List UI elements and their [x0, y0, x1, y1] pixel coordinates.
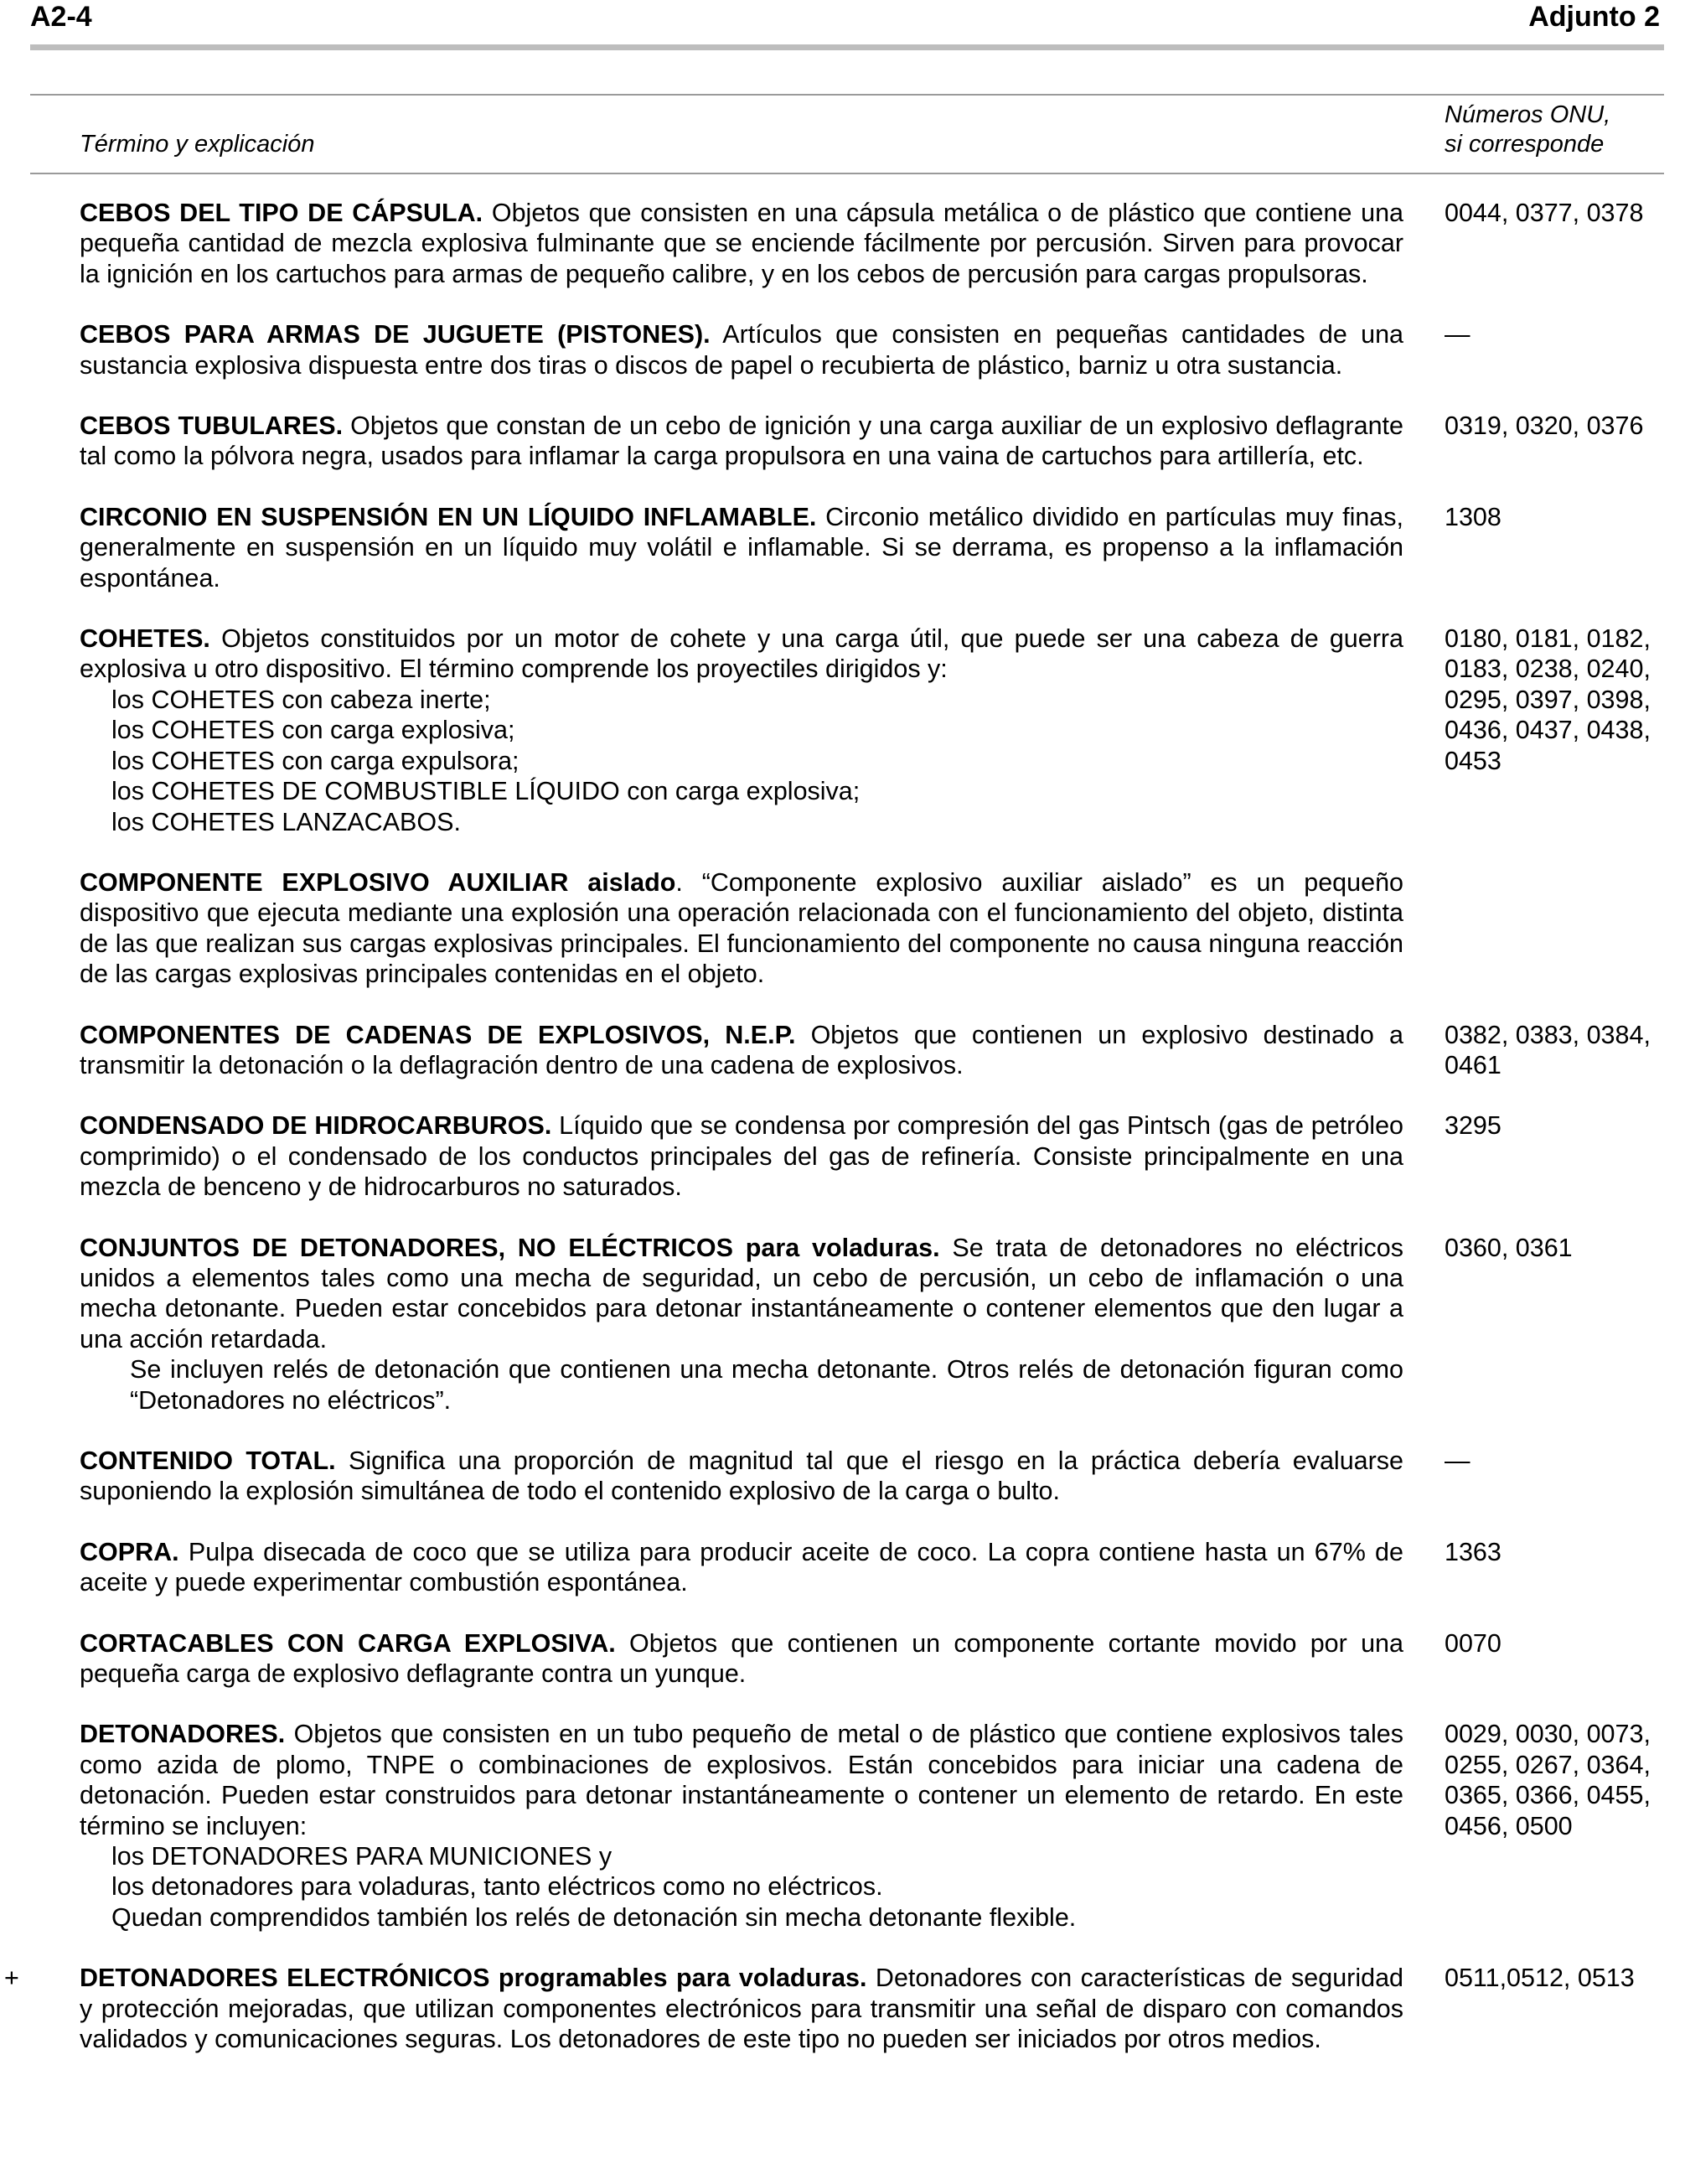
entry-definition: Significa una proporción de magnitud tal que el riesgo en la práctica debería evaluarse suponiendo la explosión simultánea de todo el contenido explosivo de la carga o bulto. — [80, 1447, 1403, 1506]
column-heading-top-rule — [30, 94, 1664, 96]
entry-un-numbers: 0029, 0030, 0073, 0255, 0267, 0364, 0365, 0366, 0455, 0456, 0500 — [1445, 1720, 1651, 1840]
entry-term: CONJUNTOS DE DETONADORES, NO ELÉCTRICOS para voladuras. — [80, 1233, 940, 1262]
entry-un-numbers: 3295 — [1445, 1111, 1502, 1141]
entry-explanation — [80, 1020, 1403, 1081]
entry-term: CONTENIDO TOTAL. — [80, 1447, 336, 1475]
glossary-entry — [80, 198, 1676, 289]
glossary-entry — [80, 1110, 1676, 1202]
entry-definition: Objetos que contienen un explosivo destinado a transmitir la detonación o la deflagración dentro de una cadena de explosivos. — [80, 1020, 1403, 1079]
entry-term: CEBOS DEL TIPO DE CÁPSULA. — [80, 199, 483, 227]
attachment-label: Adjunto 2 — [1528, 1, 1660, 33]
entry-term: DETONADORES ELECTRÓNICOS programables para voladuras. — [80, 1964, 867, 1993]
glossary-entries — [4, 198, 1676, 2085]
entry-term: COHETES. — [80, 624, 210, 654]
entry-term: CEBOS TUBULARES. — [80, 411, 344, 441]
term-column-heading: Término y explicación — [80, 131, 315, 158]
glossary-entry — [80, 1446, 1676, 1507]
entry-term: CONDENSADO DE HIDROCARBUROS. — [80, 1111, 552, 1141]
un-column-heading — [1445, 101, 1610, 159]
entry-explanation — [80, 867, 1403, 990]
entry-sub-item: los COHETES LANZACABOS. — [111, 807, 461, 836]
glossary-entry — [80, 624, 1676, 837]
un-heading-line2: si corresponde — [1445, 131, 1605, 158]
revision-mark: + — [4, 1964, 19, 1993]
page-number: A2-4 — [30, 1, 92, 33]
entry-un-numbers: 0180, 0181, 0182, 0183, 0238, 0240, 0295, 0397, 0398, 0436, 0437, 0438, 0453 — [1445, 624, 1651, 775]
glossary-entry — [80, 867, 1676, 990]
entry-sub-item: los detonadores para voladuras, tanto eléctricos como no eléctricos. — [111, 1872, 883, 1902]
entry-sub-item: los COHETES con cabeza inerte; — [111, 685, 491, 714]
entry-definition: Objetos que consisten en un tubo pequeño de metal o de plástico que contiene explosivos tales como azida de plomo, TNPE o combinaciones de explosivos. Están concebidos para iniciar una cadena de detonación. Pueden estar construidos para detonar instantáneamente o contener un elemento de retardo. En este término se incluyen: — [80, 1720, 1403, 1840]
entry-explanation — [80, 624, 1403, 837]
entry-explanation — [80, 1963, 1403, 2054]
entry-definition: Artículos que consisten en pequeñas cantidades de una sustancia explosiva dispuesta entre dos tiras o discos de papel o recubierta de plástico, barniz u otra sustancia. — [80, 320, 1404, 380]
entry-definition: Objetos constituidos por un motor de cohete y una carga útil, que puede ser una cabeza de guerra explosiva u otro dispositivo. El término comprende los proyectiles dirigidos y: — [80, 624, 1403, 684]
entry-explanation — [80, 1233, 1403, 1415]
entry-definition: Líquido que se condensa por compresión del gas Pintsch (gas de petróleo comprimido) o el condensado de los conductos principales del gas de refinería. Consiste principalmente en una mezcla de benceno y de hidrocarburos no saturados. — [80, 1111, 1403, 1202]
entry-un-numbers: 0319, 0320, 0376 — [1445, 411, 1644, 441]
entry-term: CORTACABLES CON CARGA EXPLOSIVA. — [80, 1628, 616, 1658]
entry-un-numbers: — — [1445, 1447, 1470, 1475]
entry-term: CIRCONIO EN SUSPENSIÓN EN UN LÍQUIDO INFLAMABLE. — [80, 502, 817, 531]
entry-sub-item: los COHETES con carga expulsora; — [111, 746, 519, 775]
entry-explanation — [80, 1446, 1403, 1507]
entry-un-numbers: 0044, 0377, 0378 — [1445, 199, 1644, 227]
glossary-entry — [80, 1020, 1676, 1081]
page-header — [30, 0, 1660, 34]
entry-term: COPRA. — [80, 1537, 179, 1566]
entry-explanation — [80, 411, 1403, 472]
glossary-entry — [80, 411, 1676, 472]
entry-explanation — [80, 502, 1403, 593]
entry-sub-item: los DETONADORES PARA MUNICIONES y — [111, 1842, 612, 1871]
entry-term: COMPONENTE EXPLOSIVO AUXILIAR aislado — [80, 867, 676, 897]
glossary-entry — [80, 502, 1676, 593]
entry-definition: Pulpa disecada de coco que se utiliza para producir aceite de coco. La copra contiene hasta un 67% de aceite y puede experimentar combustión espontánea. — [80, 1537, 1403, 1597]
glossary-entry — [80, 1719, 1676, 1933]
entry-definition: Detonadores con características de seguridad y protección mejoradas, que utilizan componentes electrónicos para transmitir una señal de disparo con comandos validados y comunicaciones seguras. Los detonadores de este tipo no pueden ser iniciados por otros medios. — [80, 1964, 1403, 2054]
entry-un-numbers: 0511,0512, 0513 — [1445, 1964, 1635, 1993]
entry-un-numbers: 0382, 0383, 0384, 0461 — [1445, 1020, 1651, 1079]
header-rule — [30, 44, 1664, 50]
entry-sub-item: los COHETES con carga explosiva; — [111, 716, 515, 745]
entry-explanation — [80, 319, 1403, 380]
entry-un-numbers: — — [1445, 320, 1470, 349]
un-heading-line1: Números ONU, — [1445, 101, 1611, 128]
entry-definition: . “Componente explosivo auxiliar aislado” es un pequeño dispositivo que ejecuta mediante una explosión una operación relacionada con el funcionamiento del objeto, distinta de las que realizan sus cargas explosivas principales. El funcionamiento del componente no causa ninguna reacción de las cargas explosivas principales contenidas en el objeto. — [80, 867, 1403, 989]
entry-definition: Circonio metálico dividido en partículas muy finas, generalmente en suspensión en un líquido muy volátil e inflamable. Si se derrama, es propenso a la inflamación espontánea. — [80, 502, 1403, 593]
entry-term: CEBOS PARA ARMAS DE JUGUETE (PISTONES). — [80, 320, 711, 349]
entry-un-numbers: 0070 — [1445, 1628, 1502, 1658]
column-heading-bottom-rule — [30, 173, 1664, 174]
entry-note: Se incluyen relés de detonación que contienen una mecha detonante. Otros relés de detonación figuran como “Detonadores no eléctricos”. — [130, 1355, 1403, 1415]
entry-explanation — [80, 1719, 1403, 1933]
glossary-entry — [4, 1963, 1676, 2054]
entry-term: DETONADORES. — [80, 1720, 286, 1749]
glossary-entry — [80, 1537, 1676, 1598]
entry-sub-item: Quedan comprendidos también los relés de detonación sin mecha detonante flexible. — [111, 1902, 1077, 1932]
entry-definition: Objetos que consisten en una cápsula metálica o de plástico que contiene una pequeña cantidad de mezcla explosiva fulminante que se enciende fácilmente por percusión. Sirven para provocar la ignición en los cartuchos para armas de pequeño calibre, y en los cebos de percusión para cargas propulsoras. — [80, 199, 1403, 288]
entry-explanation — [80, 1537, 1403, 1598]
entry-explanation — [80, 198, 1403, 289]
entry-explanation — [80, 1628, 1403, 1690]
entry-definition: Se trata de detonadores no eléctricos unidos a elementos tales como una mecha de seguridad, un cebo de percusión, un cebo de inflamación o una mecha detonante. Pueden estar concebidos para detonar instantáneamente o contener elementos que den lugar a una acción retardada. — [80, 1233, 1403, 1353]
glossary-entry — [80, 319, 1676, 380]
entry-un-numbers: 1308 — [1445, 502, 1502, 531]
entry-term: COMPONENTES DE CADENAS DE EXPLOSIVOS, N.E.P. — [80, 1020, 796, 1049]
entry-sub-item: los COHETES DE COMBUSTIBLE LÍQUIDO con carga explosiva; — [111, 777, 861, 806]
entry-un-numbers: 1363 — [1445, 1537, 1502, 1566]
entry-explanation — [80, 1110, 1403, 1202]
entry-definition: Objetos que contienen un componente cortante movido por una pequeña carga de explosivo deflagrante contra un yunque. — [80, 1628, 1403, 1689]
glossary-entry — [80, 1628, 1676, 1690]
glossary-entry — [80, 1233, 1676, 1415]
entry-un-numbers: 0360, 0361 — [1445, 1233, 1573, 1262]
entry-definition: Objetos que constan de un cebo de ignición y una carga auxiliar de un explosivo deflagrante tal como la pólvora negra, usados para inflamar la carga propulsora en una vaina de cartuchos para artillería, etc. — [80, 411, 1403, 471]
